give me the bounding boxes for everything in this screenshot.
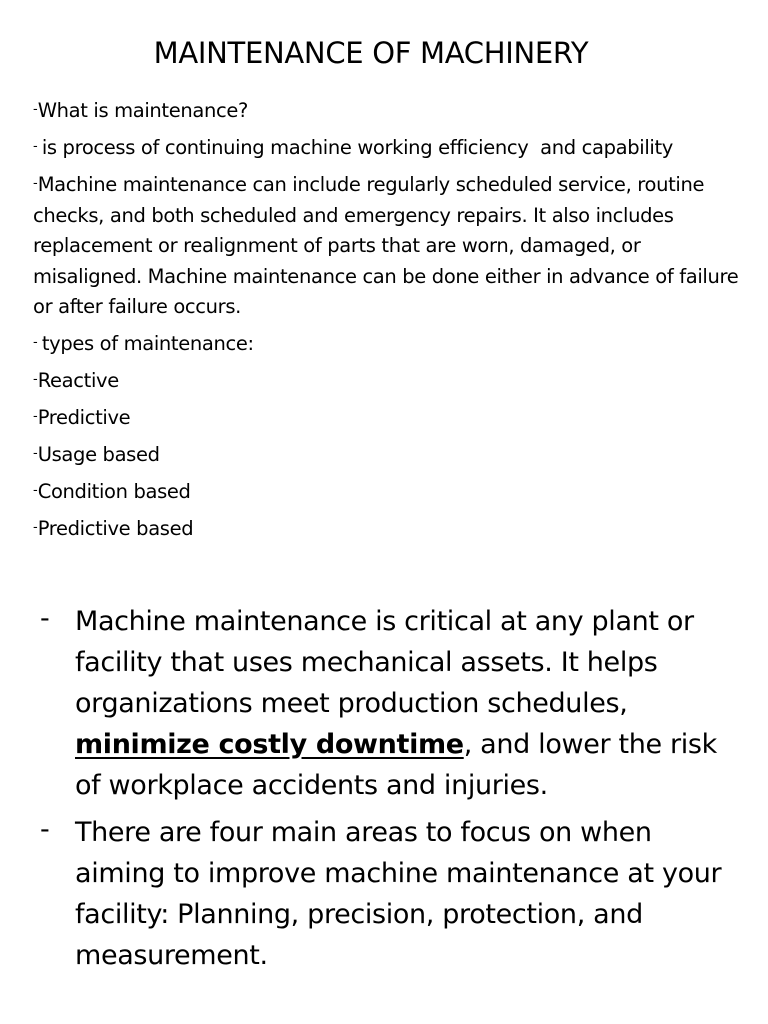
page-title: MAINTENANCE OF MACHINERY bbox=[153, 36, 589, 70]
dash-marker: - bbox=[33, 335, 42, 350]
dash-marker: - bbox=[33, 446, 38, 461]
dash-marker: - bbox=[33, 483, 38, 498]
note-item bbox=[33, 95, 745, 127]
note-item bbox=[33, 513, 745, 545]
note-text: Machine maintenance can include regularly scheduled service, routine checks, and both scheduled and emergency repairs. It also includes replacement or realignment of parts that are worn, damaged, or misaligned. Machine maintenance can be done either in advance of failure or after failure occurs. bbox=[33, 173, 745, 318]
key-point-item bbox=[40, 601, 740, 806]
note-text: Predictive bbox=[37, 406, 131, 429]
emphasis-text: minimize costly downtime bbox=[75, 729, 464, 760]
note-text: What is maintenance? bbox=[37, 99, 249, 122]
note-text: Reactive bbox=[37, 369, 119, 392]
key-point-text-end: , and lower the risk of workplace accidents and injuries. bbox=[75, 729, 717, 801]
note-text: types of maintenance: bbox=[41, 332, 254, 355]
bullet-marker: - bbox=[40, 814, 50, 845]
note-item bbox=[33, 132, 745, 164]
notes-list bbox=[33, 95, 745, 550]
bullet-marker: - bbox=[40, 603, 50, 634]
note-text: Condition based bbox=[37, 480, 191, 503]
note-text: Usage based bbox=[37, 443, 160, 466]
dash-marker: - bbox=[33, 372, 38, 387]
dash-marker: - bbox=[33, 176, 38, 191]
note-item bbox=[33, 169, 745, 323]
note-item bbox=[33, 402, 745, 434]
note-item bbox=[33, 439, 745, 471]
note-item bbox=[33, 328, 745, 360]
key-point-item bbox=[40, 812, 740, 976]
dash-marker: - bbox=[33, 520, 38, 535]
key-point-text: There are four main areas to focus on when aiming to improve machine maintenance at your facility: Planning, precision, protection, and measurement. bbox=[75, 817, 722, 971]
note-item bbox=[33, 476, 745, 508]
key-point-text: Machine maintenance is critical at any plant or facility that uses mechanical assets. It helps organizations meet production schedules, bbox=[75, 606, 694, 719]
dash-marker: - bbox=[33, 409, 38, 424]
dash-marker: - bbox=[33, 102, 38, 117]
dash-marker: - bbox=[33, 139, 42, 154]
note-item bbox=[33, 365, 745, 397]
note-text: Predictive based bbox=[37, 517, 194, 540]
key-points-list bbox=[40, 601, 740, 982]
note-text: is process of continuing machine working efficiency and capability bbox=[41, 136, 673, 159]
